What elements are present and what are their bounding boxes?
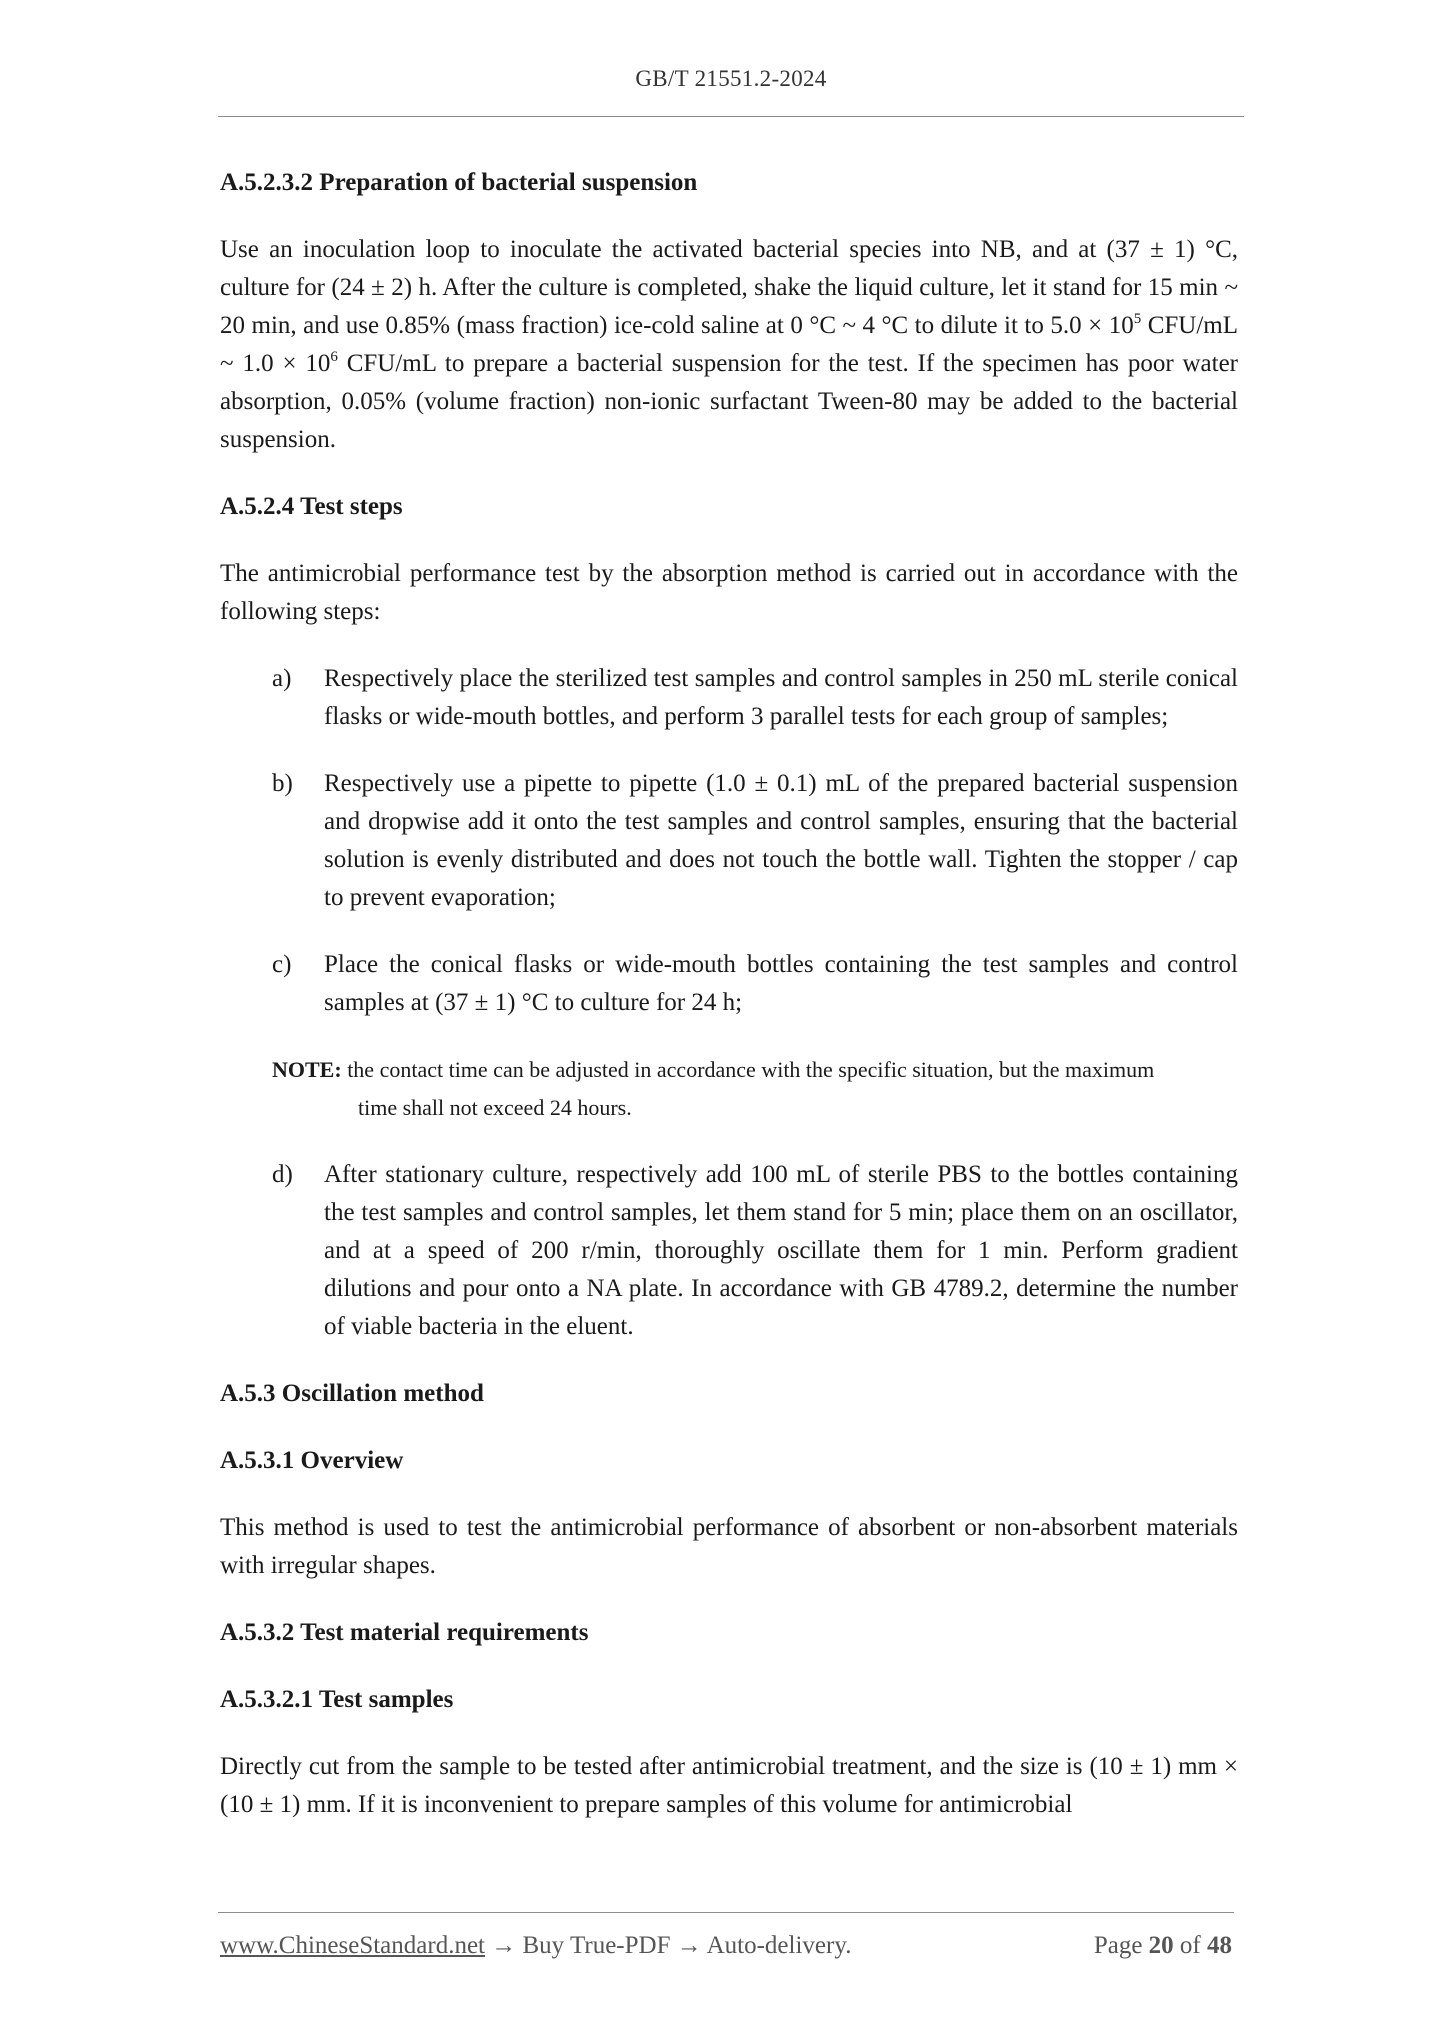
page-indicator	[1094, 1932, 1232, 1960]
paragraph	[220, 231, 1238, 459]
note-text-continued: time shall not exceed 24 hours.	[358, 1095, 632, 1120]
page-content	[220, 164, 1238, 1853]
note	[220, 1051, 1238, 1127]
list-item	[220, 660, 1238, 736]
note-label: NOTE:	[272, 1057, 342, 1082]
section-heading: A.5.2.3.2 Preparation of bacterial suspension	[220, 169, 698, 196]
page-number: 20	[1148, 1932, 1174, 1959]
header-divider	[218, 116, 1244, 117]
superscript: 6	[330, 348, 338, 365]
list-item-text: Respectively use a pipette to pipette (1.0 ± 0.1) mL of the prepared bacterial suspension and dropwise add it onto the test samples and control samples, ensuring that the bacterial solution is evenly distributed and does not touch the bottle wall. Tighten the stopper / cap to prevent evaporation;	[324, 770, 1238, 911]
list-item	[220, 1156, 1238, 1346]
list-item-label: b)	[272, 770, 293, 797]
note-text: the contact time can be adjusted in accordance with the specific situation, but the maximum	[341, 1057, 1155, 1082]
list-item-label: d)	[272, 1161, 293, 1188]
superscript: 5	[1133, 310, 1142, 327]
paragraph-text: CFU/mL ~ 1.0 × 10	[220, 312, 1238, 377]
website-link[interactable]: www.ChineseStandard.net	[220, 1932, 485, 1959]
of-word: of	[1179, 1932, 1201, 1959]
list-item-label: c)	[272, 951, 292, 978]
paragraph: The antimicrobial performance test by the absorption method is carried out in accordance with the following steps:	[220, 560, 1238, 625]
list-item-text: Respectively place the sterilized test samples and control samples in 250 mL sterile conical flasks or wide-mouth bottles, and perform 3 parallel tests for each group of samples;	[324, 665, 1238, 730]
section-heading: A.5.3.2 Test material requirements	[220, 1619, 589, 1646]
footer-divider	[218, 1912, 1234, 1913]
list-item-label: a)	[272, 665, 292, 692]
list-item-text: After stationary culture, respectively add 100 mL of sterile PBS to the bottles containing the test samples and control samples, let them stand for 5 min; place them on an oscillator, and at a speed of 200 r/min, thoroughly oscillate them for 1 min. Perform gradient dilutions and pour onto a NA plate. In accordance with GB 4789.2, determine the number of viable bacteria in the eluent.	[324, 1161, 1238, 1340]
buy-text: → Buy True-PDF → Auto-delivery.	[485, 1932, 852, 1959]
footer-left	[220, 1932, 851, 1960]
section-heading: A.5.3.2.1 Test samples	[220, 1686, 454, 1713]
list-item	[220, 765, 1238, 917]
section-heading: A.5.3.1 Overview	[220, 1447, 404, 1474]
paragraph: Directly cut from the sample to be tested after antimicrobial treatment, and the size is (10 ± 1) mm × (10 ± 1) mm. If it is inconvenient to prepare samples of this volume for antimicrobial	[220, 1753, 1238, 1818]
list-item-text: Place the conical flasks or wide-mouth bottles containing the test samples and control samples at (37 ± 1) °C to culture for 24 h;	[324, 951, 1238, 1016]
section-heading: A.5.3 Oscillation method	[220, 1380, 484, 1407]
paragraph-text: Use an inoculation loop to inoculate the activated bacterial species into NB, and at (37 ± 1) °C, culture for (24 ± 2) h. After the culture is completed, shake the liquid culture, let it stand for 15 min ~ 20 min, and use 0.85% (mass fraction) ice-cold saline at 0 °C ~ 4 °C to dilute it to 5.0 × 10	[220, 236, 1238, 339]
page-header: GB/T 21551.2-2024	[635, 66, 827, 91]
page-word: Page	[1093, 1932, 1143, 1959]
total-pages: 48	[1207, 1932, 1232, 1959]
section-heading: A.5.2.4 Test steps	[220, 493, 403, 520]
paragraph-text: CFU/mL to prepare a bacterial suspension for the test. If the specimen has poor water absorption, 0.05% (volume fraction) non-ionic surfactant Tween-80 may be added to the bacterial suspension.	[220, 350, 1238, 453]
paragraph: This method is used to test the antimicrobial performance of absorbent or non-absorbent materials with irregular shapes.	[220, 1514, 1238, 1579]
list-item	[220, 946, 1238, 1022]
